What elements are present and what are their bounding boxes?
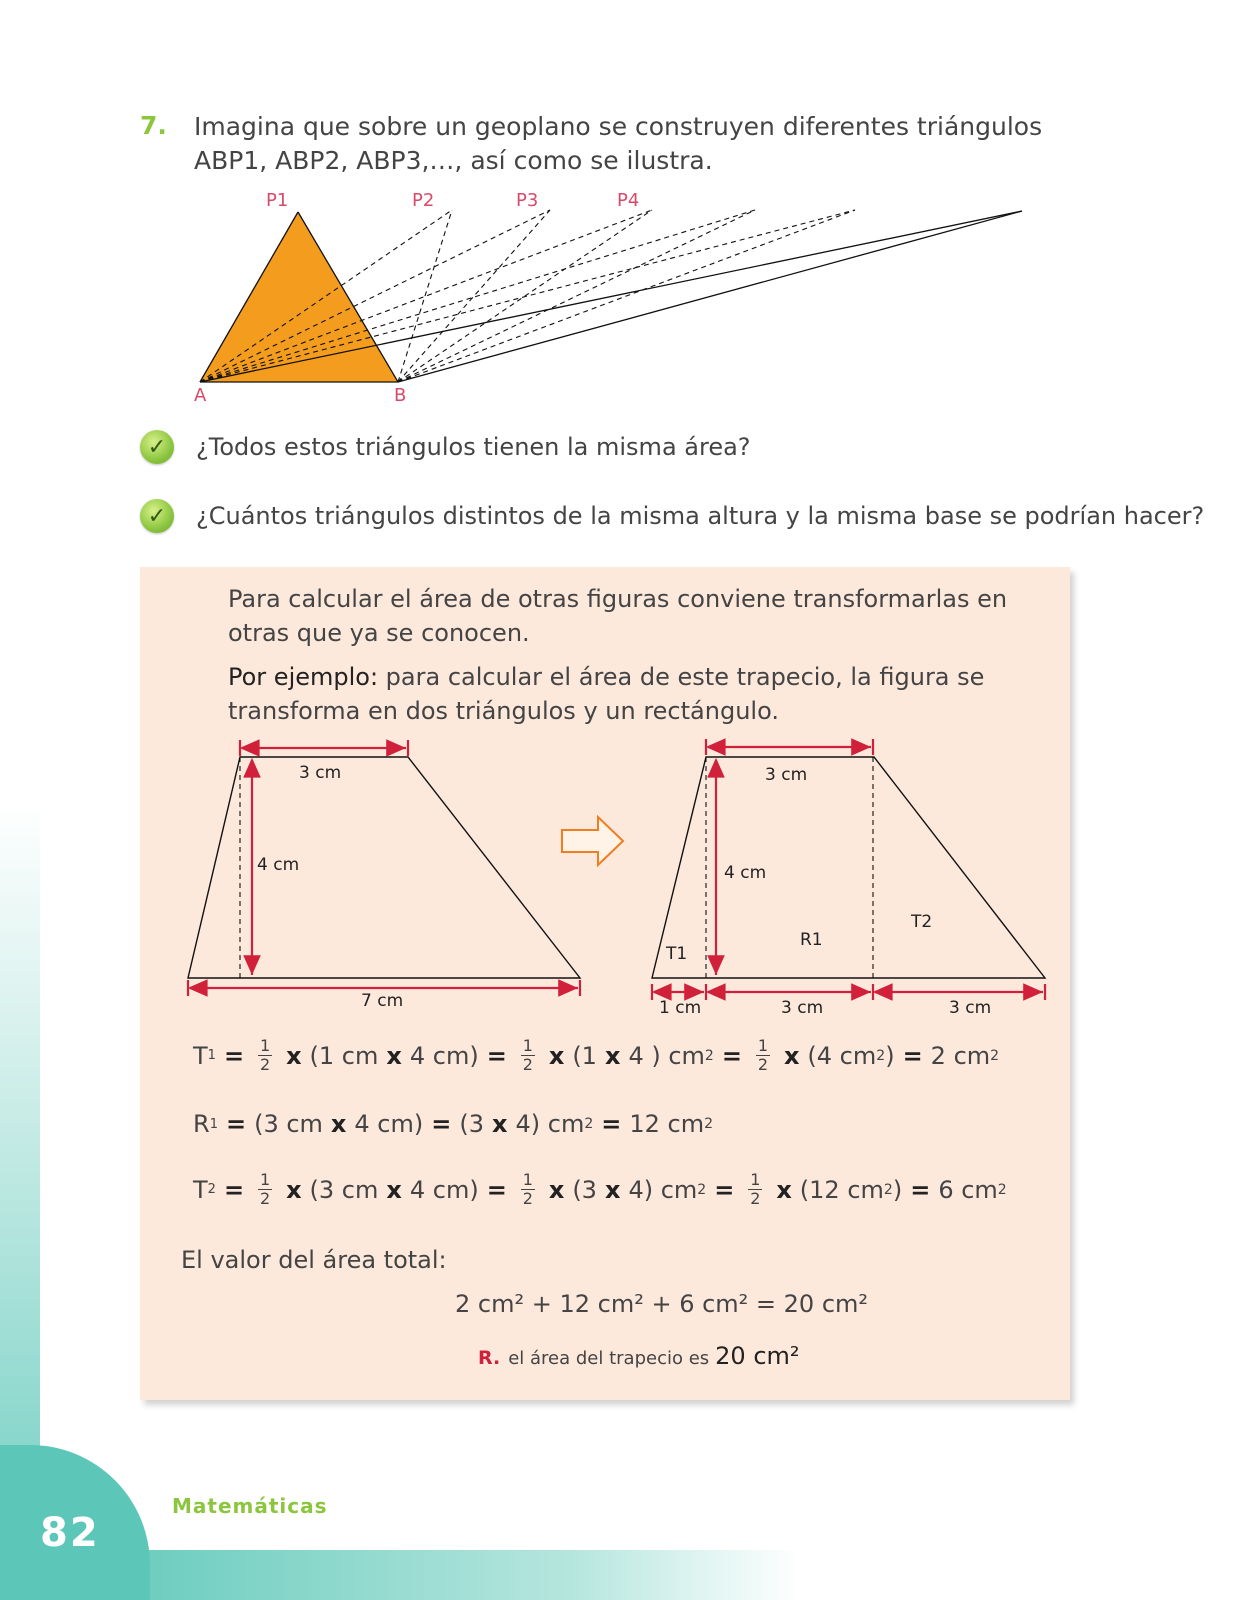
label-p2: P2 <box>412 190 435 211</box>
left-top-label: 3 cm <box>299 763 342 783</box>
info-paragraph-2 <box>228 660 1008 728</box>
label-p1: P1 <box>266 190 289 211</box>
right-top-label: 3 cm <box>765 765 808 785</box>
formula-t2: T 2 = $\frac{1}{2}$ x (3 cm x 4 cm) = $\frac{1}{2}$ x (3 x 4) cm 2 = $\frac{1}{2}$ x (12 cm 2 ) = 6 cm 2 <box>193 1170 1007 1208</box>
transform-arrow-icon <box>562 817 623 865</box>
total-label: El valor del área total: <box>181 1246 447 1274</box>
footer-subject: Matemáticas <box>172 1494 328 1518</box>
question-row-1 <box>140 427 751 467</box>
trapezoid-right <box>652 739 1045 1018</box>
formula-r1: R 1 = (3 cm x 4 cm) = (3 x 4) cm 2 = 12 cm 2 <box>193 1110 714 1138</box>
exercise-text: Imagina que sobre un geoplano se construyen diferentes triángulos ABP1, ABP2, ABP3,…, así como se ilustra. <box>194 112 1043 175</box>
region-r1-label: R1 <box>800 930 823 950</box>
answer-line <box>478 1342 800 1370</box>
trapezoid-left <box>188 740 580 1011</box>
answer-r: R. <box>478 1347 501 1369</box>
exercise-number: 7. <box>140 111 167 140</box>
label-a: A <box>194 385 207 406</box>
right-bottom-label-1: 1 cm <box>659 998 702 1018</box>
page-number: 82 <box>40 1510 100 1556</box>
question-row-2 <box>140 496 1204 536</box>
left-height-label: 4 cm <box>257 855 300 875</box>
label-p3: P3 <box>516 190 539 211</box>
example-lead: Por ejemplo: <box>228 663 379 691</box>
question-text: ¿Cuántos triángulos distintos de la misma altura y la misma base se podrían hacer? <box>196 502 1205 530</box>
left-base-label: 7 cm <box>361 991 404 1011</box>
info-paragraph-1: Para calcular el área de otras figuras conviene transformarlas en otras que ya se conocen. <box>228 585 1008 647</box>
bottom-bar <box>40 1550 800 1600</box>
answer-value: 20 cm² <box>715 1342 800 1370</box>
geoplane-figure <box>180 180 1040 410</box>
region-t2-label: T2 <box>911 912 933 932</box>
region-t1-label: T1 <box>666 944 688 964</box>
checkmark-icon: ✓ <box>140 499 174 533</box>
question-text: ¿Todos estos triángulos tienen la misma área? <box>196 433 751 461</box>
formula-t1: T 1 = $\frac{1}{2}$ x (1 cm x 4 cm) = $\frac{1}{2}$ x (1 x 4 ) cm 2 = $\frac{1}{2}$ x (4 cm 2 ) = 2 cm 2 <box>193 1036 1000 1074</box>
label-p4: P4 <box>617 190 640 211</box>
total-sum: 2 cm² + 12 cm² + 6 cm² = 20 cm² <box>455 1290 869 1318</box>
right-bottom-label-3: 3 cm <box>949 998 992 1018</box>
answer-text: el área del trapecio es <box>508 1348 710 1369</box>
trapezoid-diagrams <box>180 735 1060 1025</box>
label-b: B <box>394 385 407 406</box>
right-bottom-label-2: 3 cm <box>781 998 824 1018</box>
checkmark-icon: ✓ <box>140 430 174 464</box>
right-height-label: 4 cm <box>724 863 767 883</box>
side-gradient <box>0 800 40 1500</box>
example-text: para calcular el área de este trapecio, la figura se transforma en dos triángulos y un rectángulo. <box>228 663 985 725</box>
